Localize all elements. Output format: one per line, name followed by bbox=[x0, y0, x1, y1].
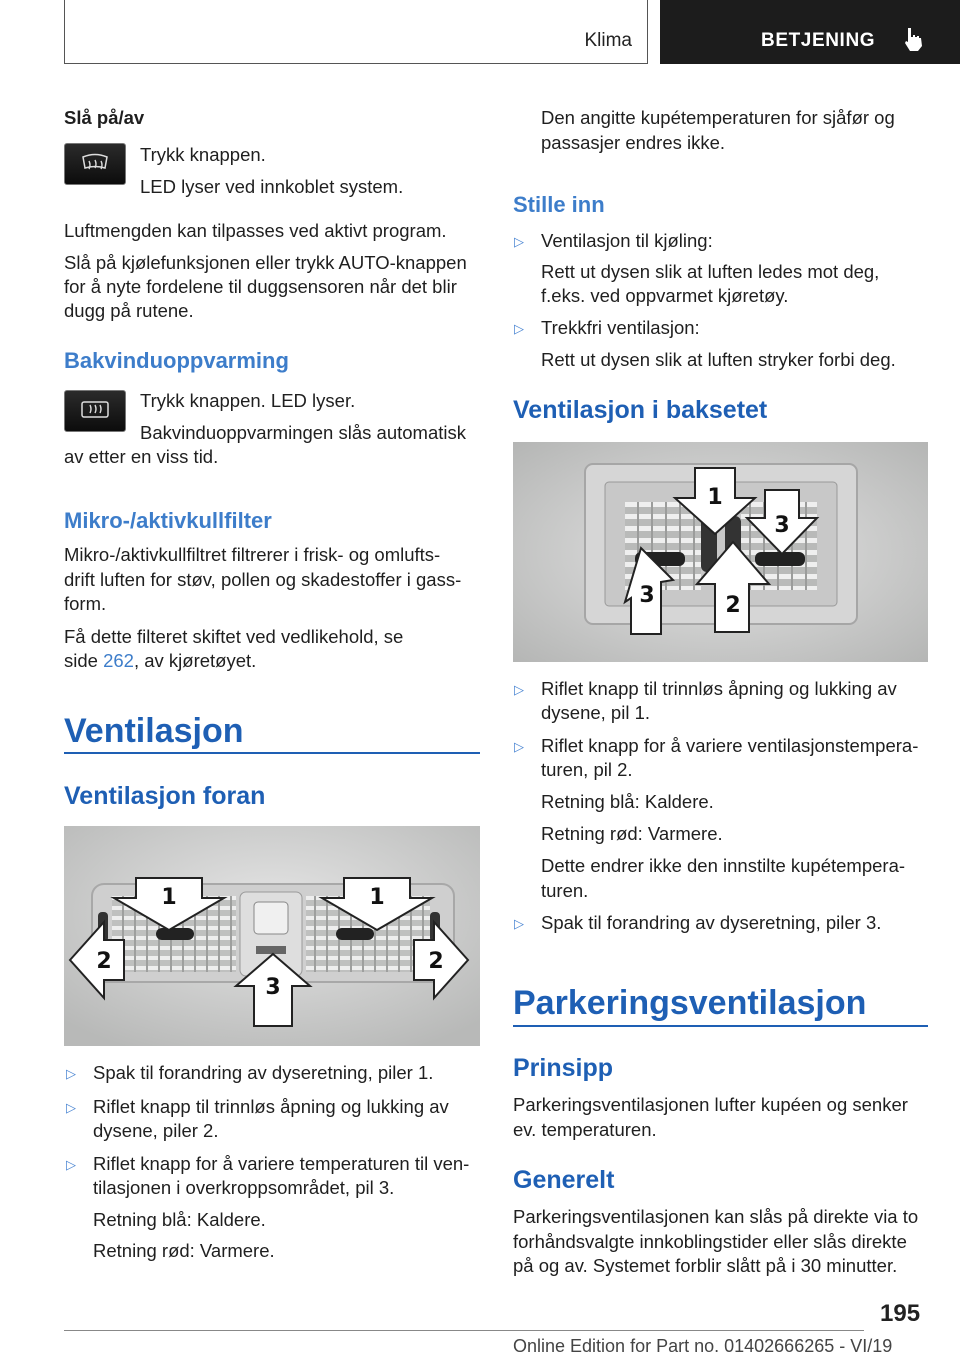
bullet-triangle-icon: ▷ bbox=[514, 916, 524, 931]
page-link-262[interactable]: 262 bbox=[103, 650, 134, 671]
rear-arrow-label: 3 bbox=[774, 513, 790, 538]
filter-heading: Mikro-/aktivkullfilter bbox=[64, 508, 272, 533]
footer-rule bbox=[64, 1330, 864, 1331]
edition-text: Online Edition for Part no. 01402666265 - VI/19 bbox=[513, 1336, 893, 1356]
adjust-heading: Stille inn bbox=[513, 192, 605, 217]
rear-note-line: turen. bbox=[541, 880, 589, 901]
rear-arrow-label: 2 bbox=[725, 593, 741, 618]
rear-direction-blue: Retning blå: Kaldere. bbox=[541, 791, 714, 812]
front-bullet-line: Riflet knapp til trinnløs åpning og lukking av bbox=[93, 1096, 449, 1117]
title-rule bbox=[513, 1025, 928, 1027]
rear-heating-auto-text-cont: av etter en viss tid. bbox=[64, 446, 219, 467]
adjust-bullet: Trekkfri ventilasjon: bbox=[541, 317, 700, 338]
header-frame bbox=[64, 0, 648, 64]
general-line: forhåndsvalgte innkoblingstider eller slås direkte bbox=[513, 1231, 907, 1252]
title-rule bbox=[64, 752, 480, 754]
general-line: Parkeringsventilasjonen kan slås på direkte via to bbox=[513, 1206, 919, 1227]
rear-defrost-button-icon bbox=[64, 390, 126, 432]
cooling-paragraph-line: for å nyte fordelene til duggsensoren når det blir bbox=[64, 276, 457, 297]
adjust-bullet-line: f.eks. ved oppvarmet kjøretøy. bbox=[541, 285, 789, 306]
chapter-label: BETJENING bbox=[761, 30, 876, 51]
front-bullet-line: tilasjonen i overkroppsområdet, pil 3. bbox=[93, 1177, 395, 1198]
rear-note-line: Dette endrer ikke den innstilte kupétempera- bbox=[541, 855, 906, 876]
bullet-triangle-icon: ▷ bbox=[66, 1157, 76, 1172]
bullet-triangle-icon: ▷ bbox=[514, 234, 524, 249]
bullet-triangle-icon: ▷ bbox=[514, 739, 524, 754]
continued-line: passasjer endres ikke. bbox=[541, 132, 726, 153]
bullet-triangle-icon: ▷ bbox=[514, 321, 524, 336]
rear-vent-heading: Ventilasjon i baksetet bbox=[513, 396, 768, 424]
front-arrow-label: 2 bbox=[428, 949, 444, 974]
principle-line: ev. temperaturen. bbox=[513, 1119, 657, 1140]
adjust-bullet-line: Rett ut dysen slik at luften ledes mot deg, bbox=[541, 261, 880, 282]
bullet-triangle-icon: ▷ bbox=[66, 1066, 76, 1081]
header-section-title: Klima bbox=[584, 30, 632, 51]
rear-bullet-line: Spak til forandring av dyseretning, piler 3. bbox=[541, 912, 882, 933]
front-arrow-label: 3 bbox=[265, 975, 281, 1000]
rear-arrow-label: 1 bbox=[707, 485, 723, 510]
general-heading: Generelt bbox=[513, 1166, 615, 1194]
front-direction-blue: Retning blå: Kaldere. bbox=[93, 1209, 266, 1230]
onoff-press-text: Trykk knappen. bbox=[140, 144, 266, 165]
defrost-button-icon bbox=[64, 143, 126, 185]
airflow-paragraph: Luftmengden kan tilpasses ved aktivt program. bbox=[64, 220, 447, 241]
rear-bullet-line: Riflet knapp til trinnløs åpning og lukking av bbox=[541, 678, 897, 699]
front-arrow-label: 1 bbox=[369, 885, 385, 910]
bullet-triangle-icon: ▷ bbox=[514, 682, 524, 697]
rear-bullet-line: dysene, pil 1. bbox=[541, 702, 651, 723]
hand-pointer-icon bbox=[902, 26, 924, 52]
page-number: 195 bbox=[880, 1300, 921, 1327]
bullet-triangle-icon: ▷ bbox=[66, 1100, 76, 1115]
ventilation-title: Ventilasjon bbox=[64, 712, 244, 750]
front-bullet-line: Spak til forandring av dyseretning, piler 1. bbox=[93, 1062, 434, 1083]
rear-vent-photo bbox=[513, 442, 928, 662]
rear-window-heating-heading: Bakvinduoppvarming bbox=[64, 348, 289, 373]
parking-vent-title: Parkeringsventilasjon bbox=[513, 984, 867, 1022]
cooling-paragraph-line: Slå på kjølefunksjonen eller trykk AUTO-knappen bbox=[64, 252, 467, 273]
filter-paragraph-line: form. bbox=[64, 593, 107, 614]
rear-arrow-label: 3 bbox=[639, 583, 655, 608]
front-bullet-line: dysene, piler 2. bbox=[93, 1120, 219, 1141]
general-line: på og av. Systemet forblir slått på i 30 minutter. bbox=[513, 1255, 898, 1276]
rear-bullet-line: turen, pil 2. bbox=[541, 759, 633, 780]
cooling-paragraph-line: dugg på rutene. bbox=[64, 300, 194, 321]
filter-service-line: Få dette filteret skiftet ved vedlikehold, se bbox=[64, 626, 404, 647]
rear-heating-press-text: Trykk knappen. LED lyser. bbox=[140, 390, 356, 411]
adjust-bullet-line: Rett ut dysen slik at luften stryker forbi deg. bbox=[541, 349, 896, 370]
front-vent-heading: Ventilasjon foran bbox=[64, 782, 266, 810]
front-vent-photo bbox=[64, 826, 480, 1046]
adjust-bullet: Ventilasjon til kjøling: bbox=[541, 230, 713, 251]
rear-bullet-line: Riflet knapp for å variere ventilasjonstempera- bbox=[541, 735, 919, 756]
front-arrow-label: 1 bbox=[161, 885, 177, 910]
rear-heating-auto-text: Bakvinduoppvarmingen slås automatisk bbox=[140, 422, 466, 443]
principle-line: Parkeringsventilasjonen lufter kupéen og senker bbox=[513, 1094, 908, 1115]
filter-service-line-2: side 262, av kjøretøyet. bbox=[64, 650, 257, 671]
filter-paragraph-line: Mikro-/aktivkullfiltret filtrerer i frisk- og omlufts- bbox=[64, 544, 441, 565]
rear-direction-red: Retning rød: Varmere. bbox=[541, 823, 723, 844]
onoff-led-text: LED lyser ved innkoblet system. bbox=[140, 176, 404, 197]
continued-line: Den angitte kupétemperaturen for sjåfør og bbox=[541, 107, 895, 128]
principle-heading: Prinsipp bbox=[513, 1054, 614, 1082]
front-bullet-line: Riflet knapp for å variere temperaturen til ven- bbox=[93, 1153, 470, 1174]
chapter-tab bbox=[660, 0, 960, 64]
onoff-heading: Slå på/av bbox=[64, 107, 145, 128]
filter-paragraph-line: drift luften for støv, pollen og skadestoffer i gass- bbox=[64, 569, 462, 590]
front-direction-red: Retning rød: Varmere. bbox=[93, 1240, 275, 1261]
front-arrow-label: 2 bbox=[96, 949, 112, 974]
